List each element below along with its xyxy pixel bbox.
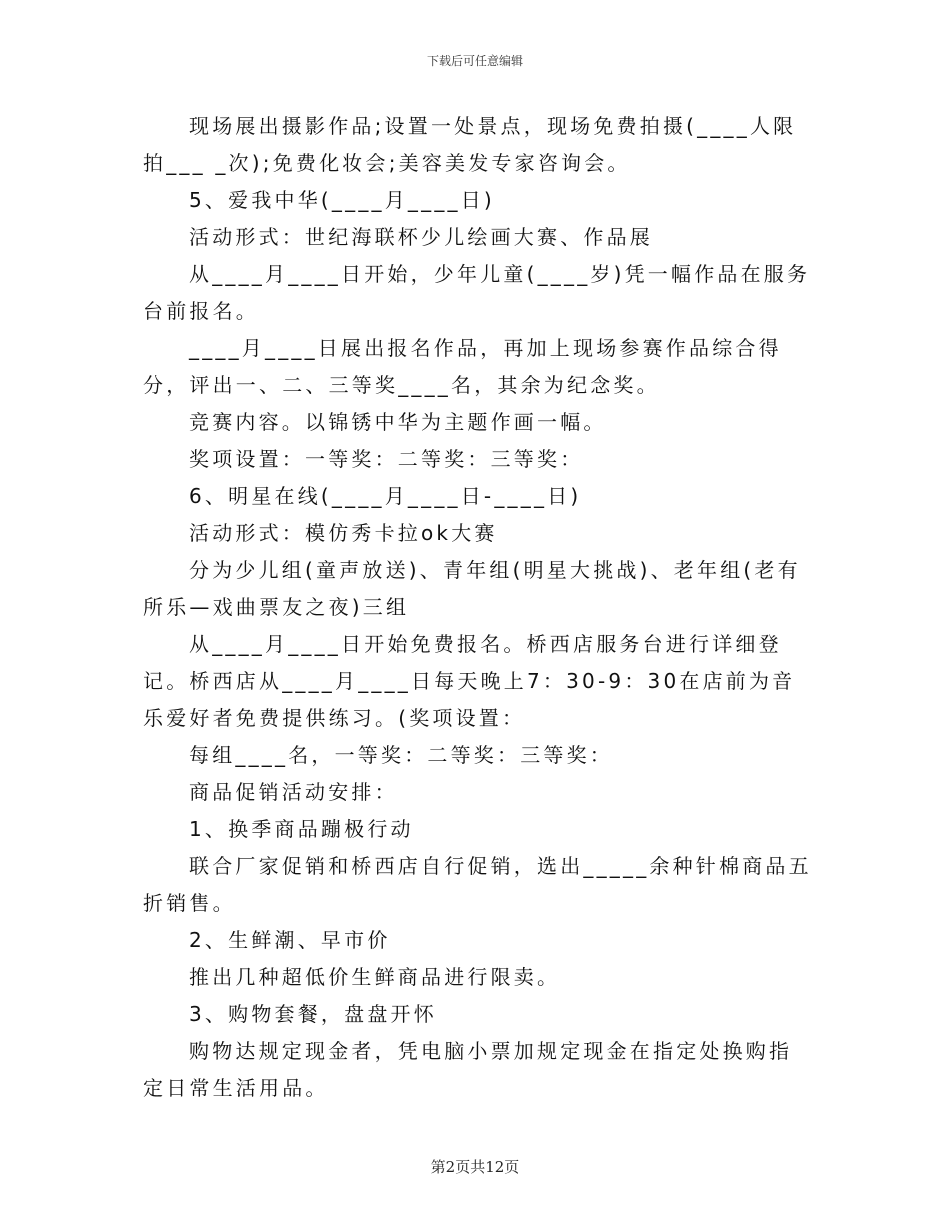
paragraph-painting-awards: 奖项设置：一等奖：二等奖：三等奖： [189, 447, 584, 471]
paragraph-fresh-food: 推出几种超低价生鲜商品进行限卖。 [189, 965, 561, 989]
paragraph-seasonal-goods: 联合厂家促销和桥西店自行促销，选出_____余种针棉商品五折销售。 [143, 854, 812, 915]
paragraph-painting-format: 活动形式：世纪海联杯少儿绘画大赛、作品展 [189, 225, 653, 249]
paragraph-painting-signup: 从____月____日开始，少年儿童(____岁)凭一幅作品在服务台前报名。 [143, 262, 811, 323]
heading-fresh-food: 2、生鲜潮、早市价 [189, 928, 391, 952]
paragraph-shopping-package: 购物达规定现金者，凭电脑小票加规定现金在指定处换购指定日常生活用品。 [143, 1039, 793, 1100]
document-body [143, 108, 815, 1107]
page-number: 第2页共12页 [430, 1158, 520, 1176]
heading-love-china: 5、爱我中华(____月____日) [189, 188, 495, 212]
paragraph-karaoke-format: 活动形式：模仿秀卡拉ok大赛 [189, 521, 498, 545]
heading-star-online: 6、明星在线(____月____日-____日) [189, 484, 582, 508]
paragraph-karaoke-signup: 从____月____日开始免费报名。桥西店服务台进行详细登记。桥西店从____月____日每天晚上7：30-9：30在店前为音乐爱好者免费提供练习。(奖项设置： [143, 632, 796, 730]
heading-promotion-plan: 商品促销活动安排： [189, 780, 398, 804]
paragraph-photo-exhibit: 现场展出摄影作品;设置一处景点，现场免费拍摄(____人限拍___ _次);免费化妆会;美容美发专家咨询会。 [143, 114, 797, 175]
paragraph-karaoke-groups: 分为少儿组(童声放送)、青年组(明星大挑战)、老年组(老有所乐—戏曲票友之夜)三组 [143, 558, 801, 619]
page-header: 下载后可任意编辑 [426, 54, 523, 68]
paragraph-painting-judging: ____月____日展出报名作品，再加上现场参赛作品综合得分，评出一、二、三等奖____名，其余为纪念奖。 [143, 336, 782, 397]
paragraph-karaoke-awards: 每组____名，一等奖：二等奖：三等奖： [189, 743, 613, 767]
heading-shopping-package: 3、购物套餐，盘盘开怀 [189, 1002, 437, 1026]
heading-seasonal-goods: 1、换季商品蹦极行动 [189, 817, 414, 841]
paragraph-contest-content: 竞赛内容。以锦锈中华为主题作画一幅。 [189, 410, 607, 434]
